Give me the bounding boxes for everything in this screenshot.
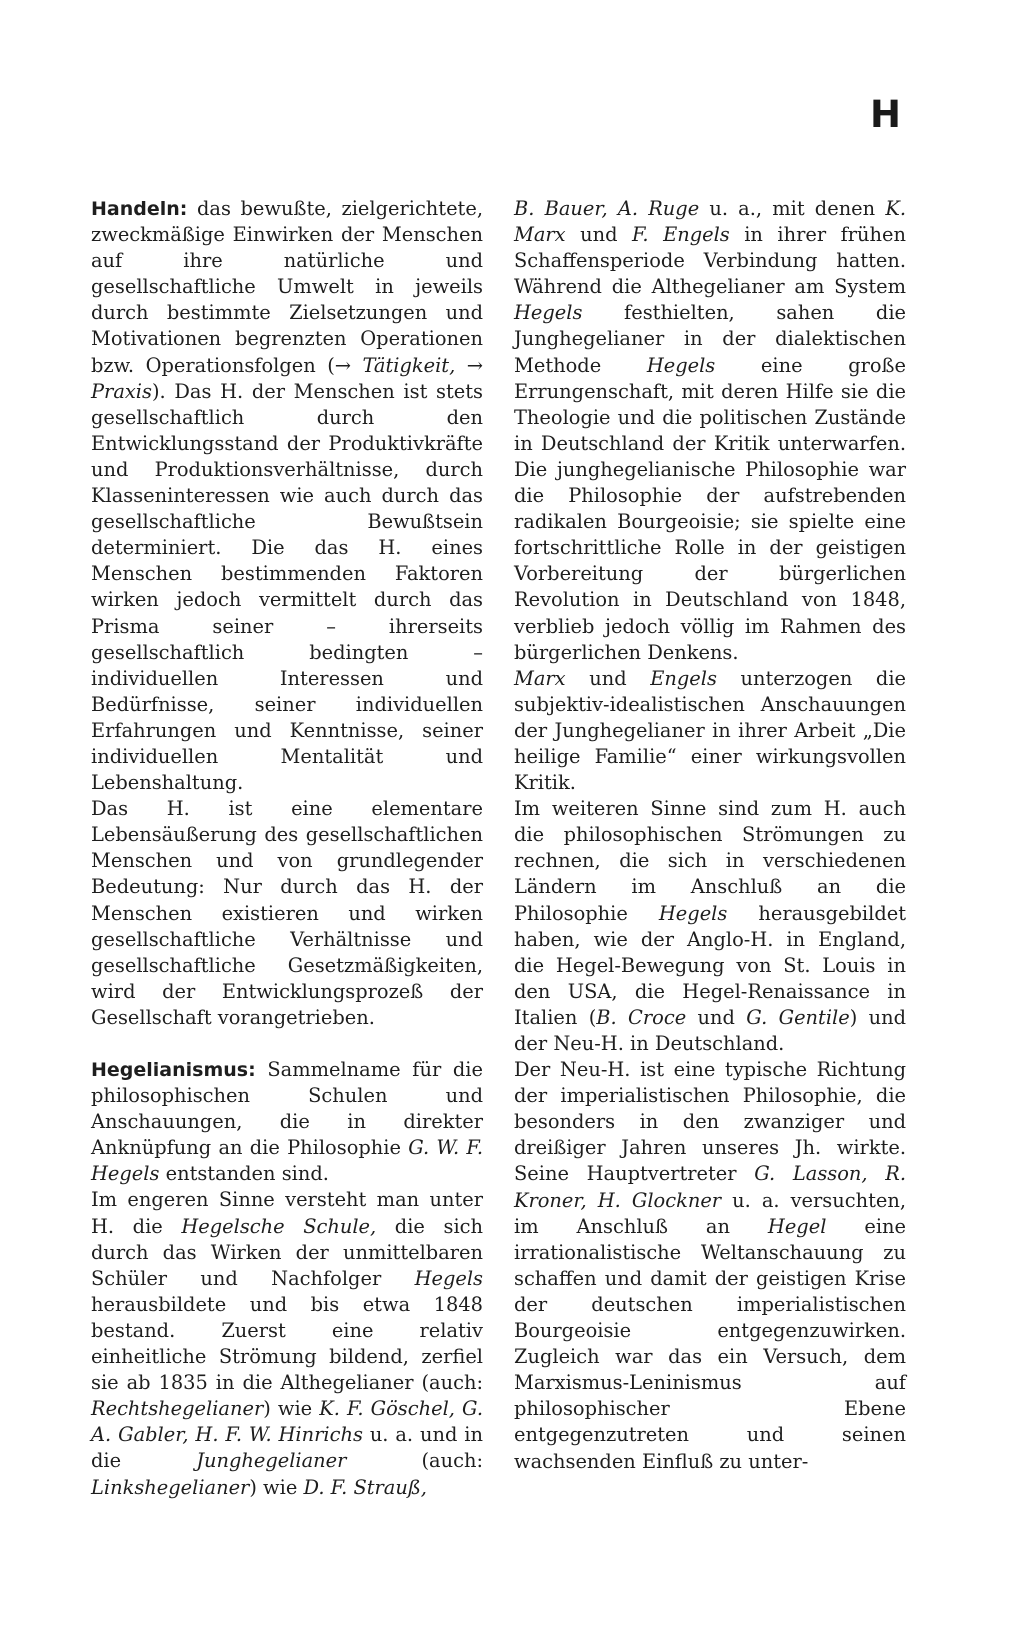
- text-run: und: [565, 666, 651, 690]
- text-run: ) wie: [263, 1397, 320, 1421]
- italic-term: Engels: [650, 666, 717, 690]
- italic-term: Hegels: [414, 1266, 483, 1290]
- text-run: (auch:: [346, 1449, 483, 1473]
- entry-paragraph: [91, 1187, 483, 1500]
- text-run: ) und der Neu-H. in Deutschland.: [514, 1005, 907, 1055]
- text-run: eine große Errungenschaft, mit deren Hilfe sie die Theologie und die politischen Zustände in Deutschland der Kritik unterwarfen. Die junghegelianische Philosophie war die Philosophie der aufstrebenden radikalen Bourgeoisie; sie spielte eine fortschrittliche Rolle in der geistigen Vorbereitung der bürgerlichen Revolution in Deutschland von 1848, verblieb jedoch völlig im Rahmen des bürgerlichen Denkens.: [514, 353, 906, 664]
- italic-term: K. Marx: [514, 197, 906, 247]
- text-run: Im weiteren Sinne sind zum H. auch die philosophischen Strömungen zu rechnen, die sich in verschiedenen Ländern im Anschluß an die Philosophie: [514, 797, 906, 925]
- dictionary-entry: [91, 196, 483, 796]
- text-run: →: [455, 353, 483, 377]
- text-run: ) wie: [249, 1475, 304, 1499]
- text-run: unterzogen die subjektiv-idealistischen Anschauungen der Junghegelianer in ihrer Arbeit „Die heilige Familie“ einer wirkungsvollen Kritik.: [514, 666, 907, 795]
- italic-term: Hegelsche Schule,: [181, 1214, 377, 1238]
- text-run: in ihrer frühen Schaffensperiode Verbindung hatten. Während die Althegelianer am System: [514, 223, 906, 299]
- entry-paragraph: [514, 666, 906, 796]
- entry-headword: Handeln:: [91, 198, 188, 220]
- italic-term: Hegels: [658, 901, 728, 925]
- text-run: herausbildete und bis etwa 1848 bestand. Zuerst eine relativ einheitliche Strömung bildend, zerfiel sie ab 1835 in die Althegelianer (auch:: [91, 1292, 483, 1395]
- text-run: das bewußte, zielgerichtete, zweckmäßige Einwirken der Menschen auf ihre natürliche und gesellschaftliche Umwelt in jeweils durch bestimmte Zielsetzungen und Motivationen begrenzten Operationen bzw. Operationsfolgen (→: [91, 197, 483, 377]
- text-run: festhielten, sahen die Junghegelianer in der dialektischen Methode: [514, 301, 906, 377]
- italic-term: Hegel: [767, 1214, 827, 1238]
- italic-term: Rechtshegelianer: [91, 1397, 264, 1421]
- italic-term: Junghegelianer: [196, 1449, 347, 1473]
- text-run: entstanden sind.: [159, 1162, 329, 1186]
- text-run: u. a. und in die: [91, 1423, 483, 1473]
- italic-term: B. Croce: [596, 1005, 687, 1029]
- section-letter: H: [870, 93, 901, 136]
- text-run: und: [565, 223, 632, 247]
- italic-term: Marx: [514, 666, 566, 690]
- entry-paragraph: [514, 196, 906, 666]
- italic-term: G. Gentile: [746, 1005, 850, 1029]
- text-run: Der Neu-H. ist eine typische Richtung der imperialistischen Philosophie, die besonders in den zwanziger und dreißiger Jahren unseres Jh. wirkte. Seine Hauptvertreter: [514, 1058, 906, 1186]
- text-run: die sich durch das Wirken der unmittelbaren Schüler und Nachfolger: [91, 1214, 484, 1290]
- text-column-right: [514, 196, 906, 1475]
- text-column-left: [91, 196, 483, 1501]
- italic-term: F. Engels: [631, 223, 730, 247]
- text-run: Im engeren Sinne versteht man unter H. die: [91, 1188, 483, 1238]
- italic-term: B. Bauer, A. Ruge: [514, 197, 700, 220]
- text-run: Das H. ist eine elementare Lebensäußerung des gesellschaftlichen Menschen und von grundlegender Bedeutung: Nur durch das H. der Menschen existieren und wirken gesellschaftliche Verhältnisse und gesellschaftliche Gesetzmäßigkeiten, wird der Entwicklungsprozeß der Gesellschaft vorangetrieben.: [91, 797, 483, 1029]
- text-run: ). Das H. der Menschen ist stets gesellschaftlich durch den Entwicklungsstand der Produktivkräfte und Produktionsverhältnisse, durch Klasseninteressen wie auch durch das gesellschaftliche Bewußtsein determiniert. Die das H. eines Menschen bestimmenden Faktoren wirken jedoch vermittelt durch das Prisma seiner – ihrerseits gesellschaftlich bedingten – individuellen Interessen und Bedürfnisse, seiner individuellen Erfahrungen und Kenntnisse, seiner individuellen Mentalität und Lebenshaltung.: [91, 379, 483, 795]
- text-run: herausgebildet haben, wie der Anglo-H. in England, die Hegel-Bewegung von St. Louis in den USA, die Hegel-Renaissance in Italien (: [514, 901, 907, 1029]
- entry-paragraph: [514, 1057, 906, 1475]
- entry-headword: Hegelianismus:: [91, 1059, 256, 1081]
- text-run: u. a. versuchten, im Anschluß an: [514, 1188, 906, 1238]
- entry-paragraph: [91, 796, 483, 1031]
- italic-term: Tätigkeit,: [362, 353, 456, 377]
- italic-term: D. F. Strauß,: [303, 1475, 427, 1499]
- text-run: eine irrationalistische Weltanschauung zu schaffen und damit der geistigen Krise der deutschen imperialistischen Bourgeoisie entgegenzuwirken. Zugleich war das ein Versuch, dem Marxismus-Leninismus auf philosophischer Ebene entgegenzutreten und seinen wachsenden Einfluß zu unter-: [514, 1214, 906, 1473]
- text-run: und: [686, 1005, 747, 1029]
- italic-term: G. W. F. Hegels: [91, 1136, 483, 1186]
- dictionary-entry: [91, 1057, 483, 1187]
- entry-paragraph: [514, 796, 906, 1057]
- italic-term: G. Lasson, R. Kroner, H. Glockner: [514, 1162, 906, 1212]
- text-run: Sammelname für die philosophischen Schulen und Anschauungen, die in direkter Anknüpfung an die Philosophie: [91, 1058, 483, 1160]
- italic-term: K. F. Göschel, G. A. Gabler, H. F. W. Hinrichs: [91, 1397, 483, 1447]
- italic-term: Praxis: [91, 379, 152, 403]
- italic-term: Hegels: [514, 301, 583, 325]
- italic-term: Linkshegelianer: [91, 1475, 250, 1499]
- italic-term: Hegels: [646, 353, 716, 377]
- text-run: u. a., mit denen: [699, 197, 886, 220]
